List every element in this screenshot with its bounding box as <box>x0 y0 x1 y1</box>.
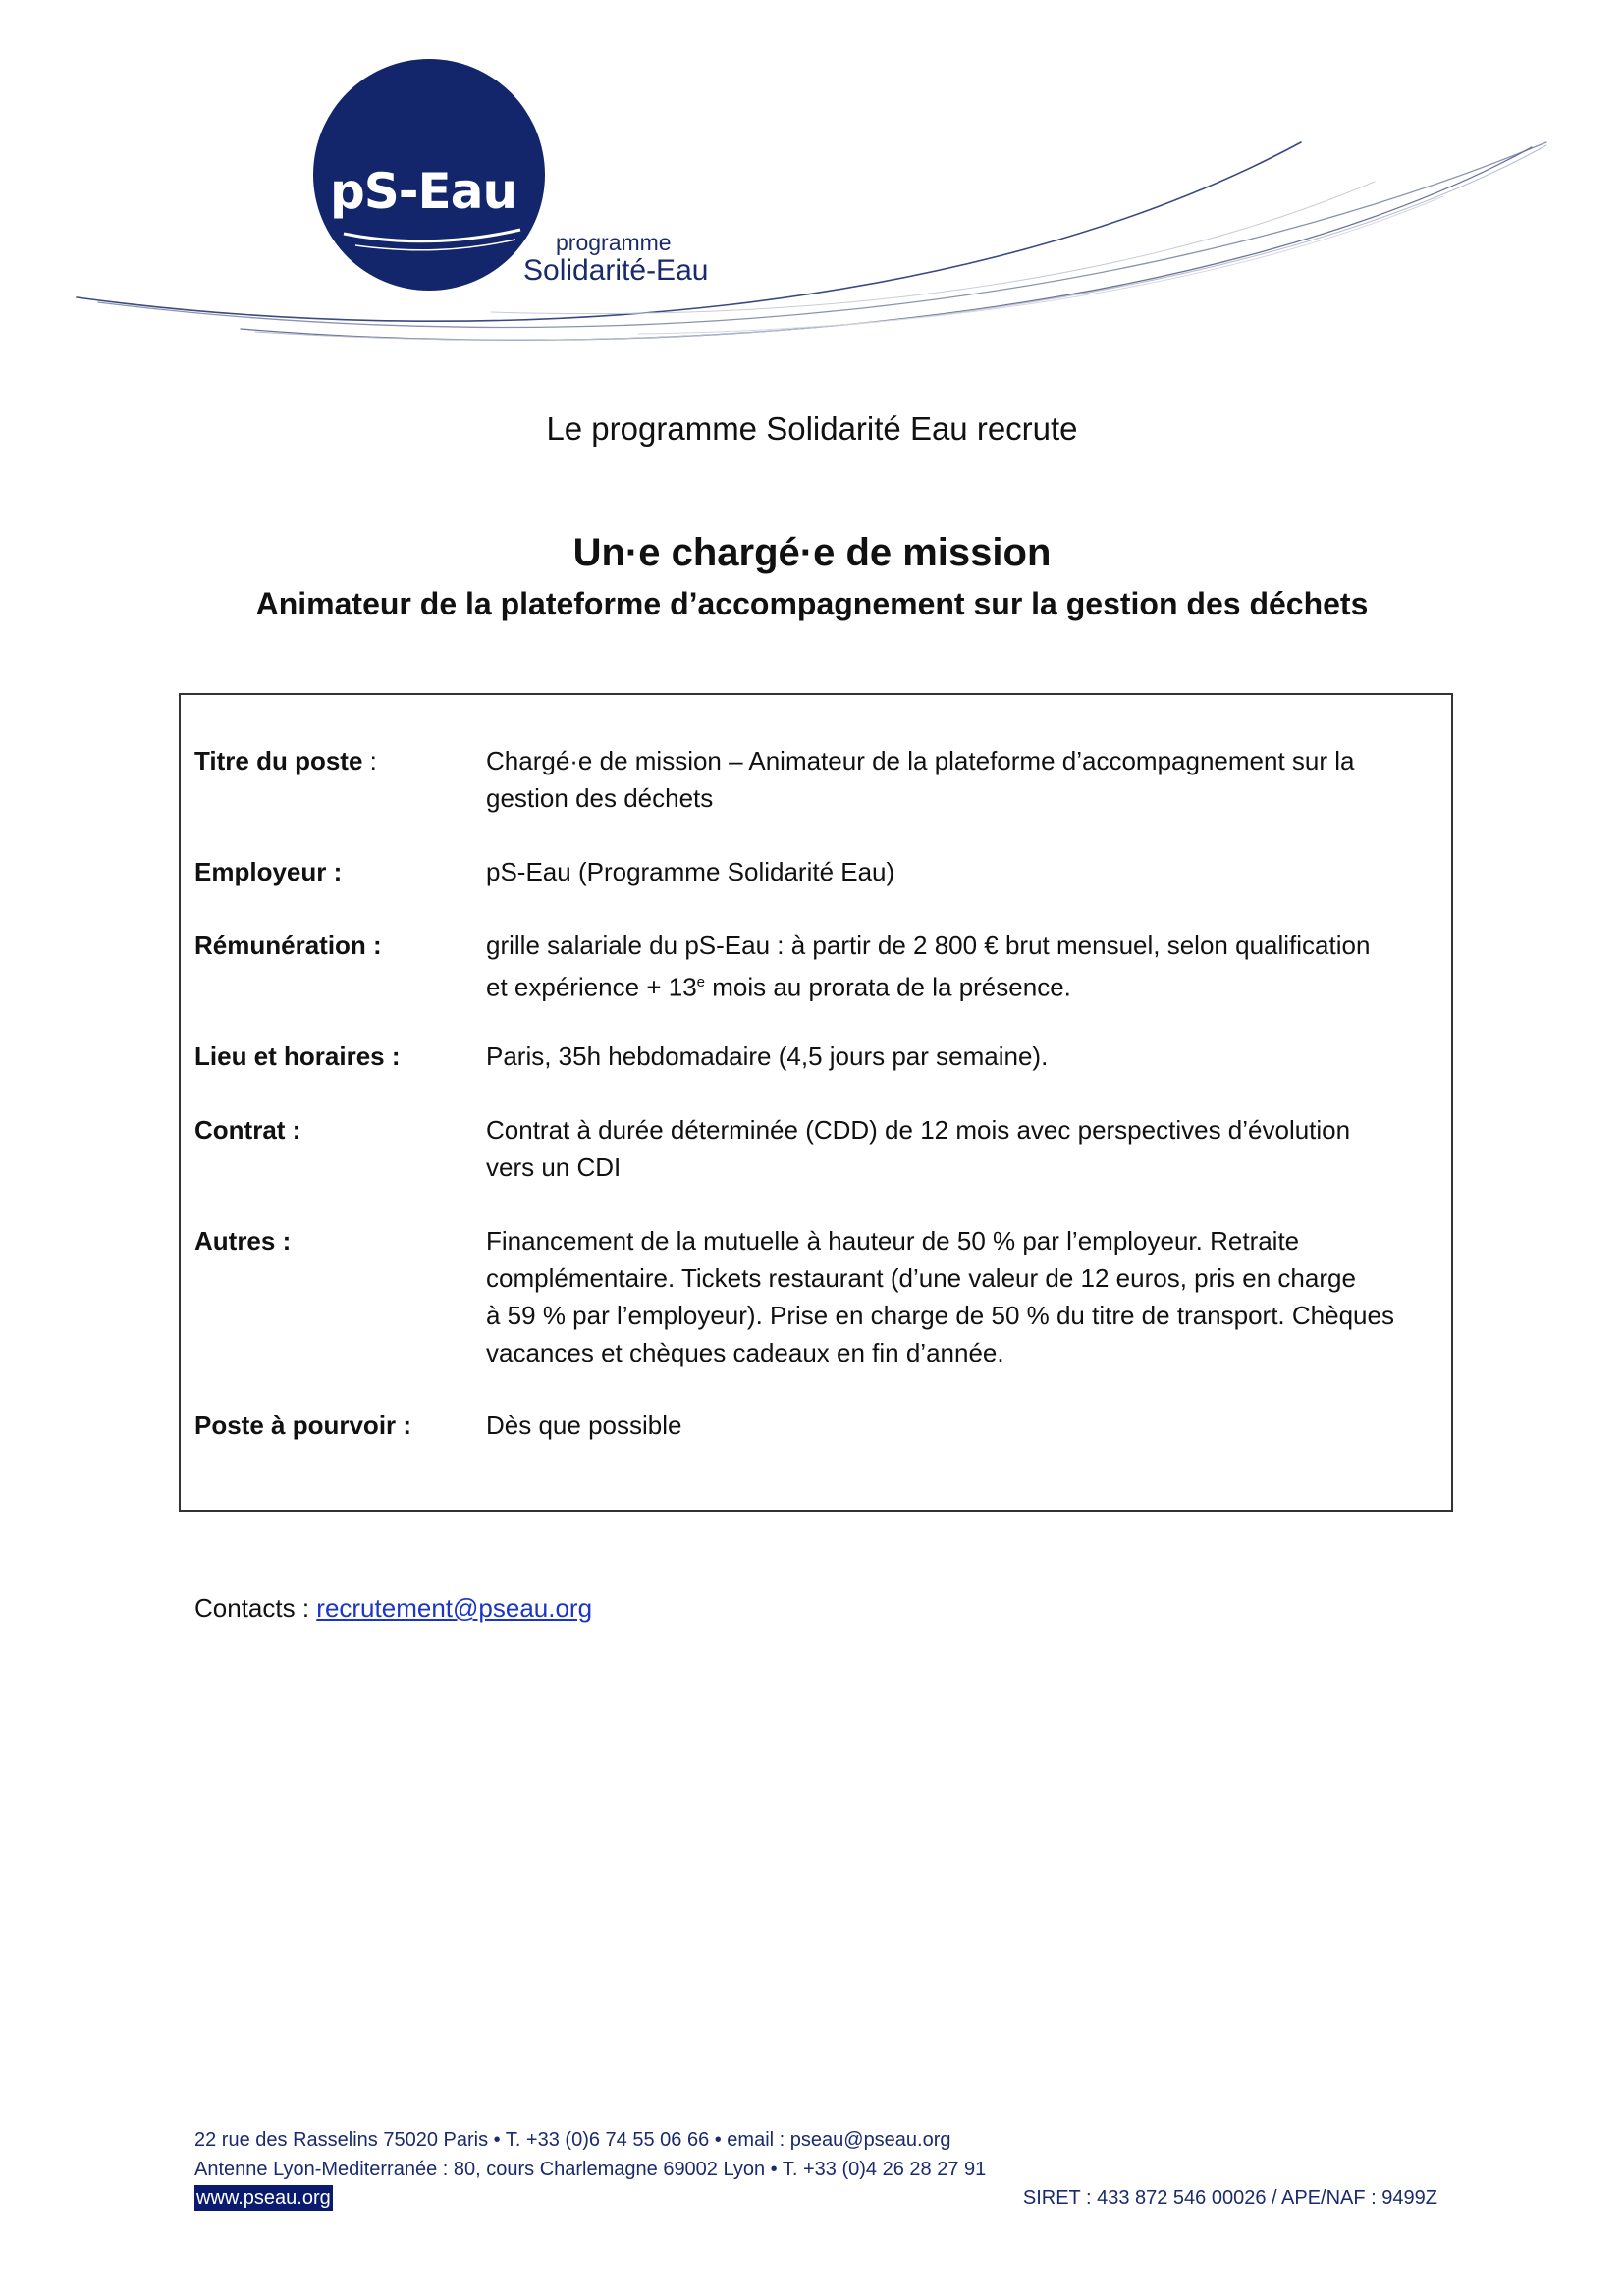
footer-address-paris: 22 rue des Rasselins 75020 Paris • T. +33 (0)6 74 55 06 66 • email : pseau@pseau.org <box>194 2129 951 2151</box>
detail-value: Chargé·e de mission – Animateur de la plateforme d’accompagnement sur la gestion des déchets <box>486 746 1355 813</box>
detail-label: Employeur : <box>194 857 343 886</box>
header-graphic <box>0 0 1624 373</box>
contact-email-link[interactable]: recrutement@pseau.org <box>316 1593 593 1623</box>
detail-label: Poste à pourvoir : <box>194 1411 412 1440</box>
detail-value: pS-Eau (Programme Solidarité Eau) <box>486 857 895 886</box>
contacts-label: Contacts : <box>194 1593 317 1623</box>
detail-value: Dès que possible <box>486 1411 682 1440</box>
footer-siret: SIRET : 433 872 546 00026 / APE/NAF : 9499Z <box>1022 2187 1437 2209</box>
job-subtitle: Animateur de la plateforme d’accompagnement sur la gestion des déchets <box>255 586 1369 621</box>
logo-tagline-solidarite: Solidarité-Eau <box>523 254 709 287</box>
detail-value: Contrat à durée déterminée (CDD) de 12 mois avec perspectives d’évolution vers un CDI <box>486 1115 1351 1182</box>
detail-value: Financement de la mutuelle à hauteur de 50 % par l’employeur. Retraite complémentaire. Tickets restaurant (d’une valeur de 12 euros, pris en charge à 59 % par l’employeur). Prise en charge de 50 % du titre de transport. Chèques vacances et chèques cadeaux en fin d’année. <box>486 1226 1394 1367</box>
detail-label: Lieu et horaires : <box>194 1041 401 1071</box>
detail-label: Titre du poste : <box>194 746 377 775</box>
detail-value: grille salariale du pS-Eau : à partir de 2 800 € brut mensuel, selon qualification et expérience + $13^e$ mois au prorata de la présence. <box>486 931 1371 1002</box>
detail-label: Contrat : <box>194 1115 301 1145</box>
logo-tagline-programme: programme <box>556 230 672 255</box>
detail-value: Paris, 35h hebdomadaire (4,5 jours par semaine). <box>486 1041 1049 1071</box>
detail-label: Autres : <box>194 1226 292 1255</box>
footer-website-link[interactable]: www.pseau.org <box>196 2187 331 2209</box>
detail-label: Rémunération : <box>194 931 382 960</box>
logo-wordmark: pS-Eau <box>330 163 517 220</box>
footer-address-lyon: Antenne Lyon-Mediterranée : 80, cours Charlemagne 69002 Lyon • T. +33 (0)4 26 28 27 91 <box>194 2159 987 2180</box>
intro-heading: Le programme Solidarité Eau recrute <box>546 410 1078 447</box>
contacts-line <box>194 1589 592 1627</box>
job-title: Un·e chargé·e de mission <box>572 531 1052 574</box>
